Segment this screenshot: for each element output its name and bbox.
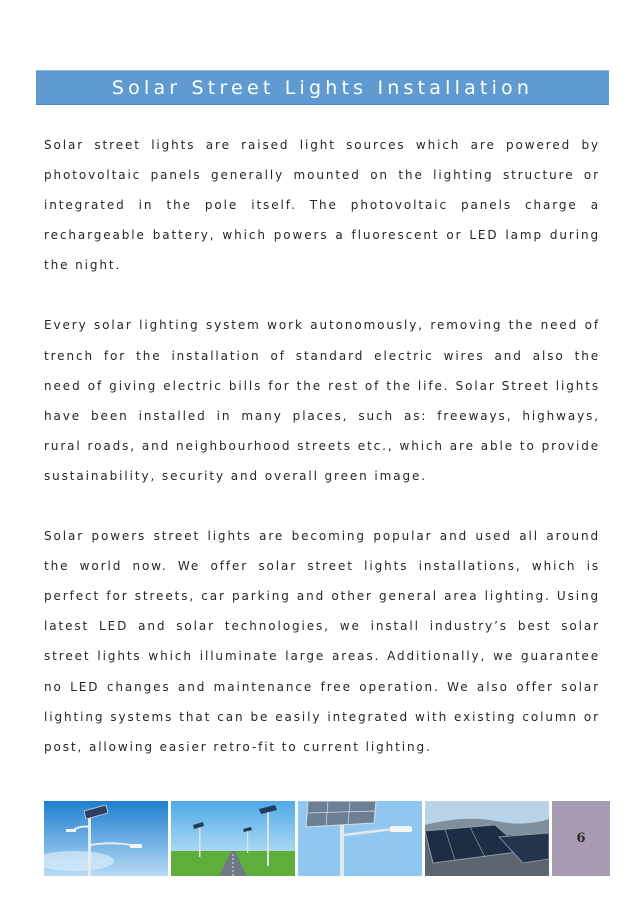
solar-lit-road-photo [171, 801, 295, 876]
body-text [44, 130, 600, 792]
paragraph-autonomy: Every solar lighting system work autonomously, removing the need of trench for the installation of standard electric wires and also the need of giving electric bills for the rest of the life. Solar Street lights have been installed in many places, such as: freeways, highways, rural roads, and neighbourhood streets etc., which are able to provide sustainability, security and overall green image. [44, 318, 600, 483]
footer-strip [44, 801, 611, 876]
solar-panel-array-photo [425, 801, 549, 876]
paragraph-intro: Solar street lights are raised light sources which are powered by photovoltaic panels generally mounted on the lighting structure or integrated in the pole itself. The photovoltaic panels charge a rechargeable battery, which powers a fluorescent or LED lamp during the night. [44, 138, 600, 273]
page-number-box [552, 801, 610, 876]
title-banner [36, 70, 609, 105]
page-title: Solar Street Lights Installation [111, 76, 534, 99]
solar-panel-pole-photo [298, 801, 422, 876]
paragraph-offer: Solar powers street lights are becoming popular and used all around the world now. We offer solar street lights installations, which is perfect for streets, car parking and other general area lighting. Using latest LED and solar technologies, we install industry’s best solar street lights which illuminate large areas. Additionally, we guarantee no LED changes and maintenance free operation. We also offer solar lighting systems that can be easily integrated with existing column or post, allowing easier retro-fit to current lighting. [44, 529, 600, 754]
solar-street-lamp-photo [44, 801, 168, 876]
page-number: 6 [576, 831, 586, 846]
